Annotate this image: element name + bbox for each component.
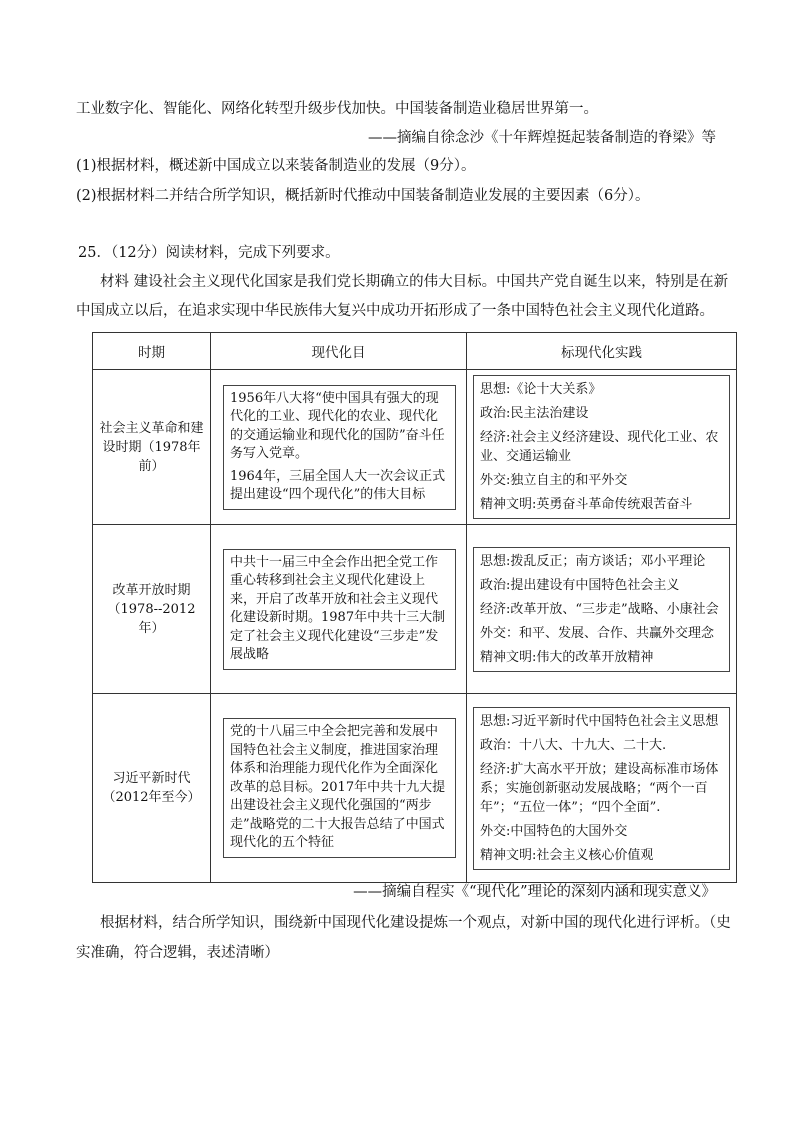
goal-text: 党的十八届三中全会把完善和发展中国特色社会主义制度，推进国家治理体系和治理能力现代化作为全面深化改革的总目标。2017年中共十九大提出建设社会主义现代化强国的“两步走”战略党的二十大报告总结了中国式现代化的五个特征 (230, 724, 446, 851)
task-text-line-1: 根据材料，结合所学知识，围绕新中国现代化建设提炼一个观点，对新中国的现代化进行评析。（史 (100, 915, 731, 931)
header-period: 时期 (93, 333, 211, 370)
period-cell: 习近平新时代（2012年至今） (93, 694, 211, 883)
practice-cell (467, 694, 737, 883)
practice-item: 思想:《论十大关系》 (480, 382, 602, 397)
practice-item: 经济:改革开放、“三步走”战略、小康社会 (480, 601, 719, 617)
prev-material-continuation: 工业数字化、智能化、网络化转型升级步伐加快。中国装备制造业稳居世界第一。 (76, 101, 598, 117)
goal-box (223, 385, 456, 510)
table-source-citation: ——摘编自程实《“现代化”理论的深刻内涵和现实意义》 (353, 884, 716, 900)
practice-item: 政治:提出建设有中国特色社会主义 (480, 577, 680, 593)
header-practice: 标现代化实践 (467, 333, 737, 370)
practice-box (473, 547, 730, 672)
header-goal: 现代化目 (211, 333, 467, 370)
practice-item: 精神文明:社会主义核心价值观 (480, 847, 654, 863)
period-cell: 改革开放时期（1978--2012年） (93, 525, 211, 694)
practice-item: 外交:独立自主的和平外交 (480, 473, 628, 488)
practice-item: 精神文明:伟大的改革开放精神 (480, 649, 654, 665)
goal-box (223, 549, 456, 670)
practice-cell (467, 370, 737, 525)
goal-cell (211, 694, 467, 883)
period-cell: 社会主义革命和建设时期（1978年前） (93, 370, 211, 525)
goal-text: 1956年八大将“使中国具有强大的现代化的工业、现代化的农业、现代化的交通运输业和现代化的国防”奋斗任务写入党章。 (230, 390, 445, 461)
table-row (93, 694, 737, 883)
practice-item: 政治:民主法治建设 (480, 406, 589, 421)
practice-item: 经济:扩大高水平开放；建设高标准市场体系；实施创新驱动发展战略；“两个一百年”；“五位一体”；“四个全面”. (480, 761, 719, 815)
practice-item: 外交:中国特色的大国外交 (480, 823, 628, 839)
goal-text: 中共十一届三中全会作出把全党工作重心转移到社会主义现代化建设上来，开启了改革开放和社会主义现代化建设新时期。1987年中共十三大制定了社会主义现代化建设“三步走”发展战略 (230, 554, 446, 662)
practice-box (473, 707, 730, 870)
goal-cell (211, 525, 467, 694)
question-25-header: 25．（12分）阅读材料，完成下列要求。 (78, 245, 340, 261)
question-2: (2)根据材料二并结合所学知识，概括新时代推动中国装备制造业发展的主要因素（6分）。 (76, 188, 650, 204)
table-row (93, 525, 737, 694)
practice-box (473, 375, 730, 519)
practice-item: 经济:社会主义经济建设、现代化工业、农业、交通运输业 (480, 430, 719, 464)
table-header-row (93, 333, 737, 370)
practice-item: 外交：和平、发展、合作、共赢外交理念 (480, 625, 715, 641)
modernization-table (92, 332, 737, 883)
material-text-line-1: 材料 建设社会主义现代化国家是我们党长期确立的伟大目标。中国共产党自诞生以来，特别是在新 (100, 274, 729, 290)
practice-item: 精神文明:英勇奋斗革命传统艰苦奋斗 (480, 497, 693, 512)
practice-cell (467, 525, 737, 694)
material-text-line-2: 中国成立以后，在追求实现中华民族伟大复兴中成功开拓形成了一条中国特色社会主义现代化道路。 (76, 303, 714, 319)
goal-text: 1964年，三届全国人大一次会议正式提出建设“四个现代化”的伟大目标 (230, 468, 446, 502)
practice-item: 思想:习近平新时代中国特色社会主义思想 (480, 713, 719, 729)
practice-item: 政治：十八大、十九大、二十大. (480, 737, 667, 753)
table-row (93, 370, 737, 525)
goal-box (223, 718, 456, 858)
prev-source-citation: ——摘编自徐念沙《十年辉煌挺起装备制造的脊梁》等 (368, 130, 716, 146)
question-1: (1)根据材料，概述新中国成立以来装备制造业的发展（9分）。 (76, 158, 476, 174)
practice-item: 思想:拨乱反正；南方谈话；邓小平理论 (480, 553, 706, 569)
task-text-line-2: 实准确，符合逻辑，表述清晰） (76, 945, 279, 961)
goal-cell (211, 370, 467, 525)
